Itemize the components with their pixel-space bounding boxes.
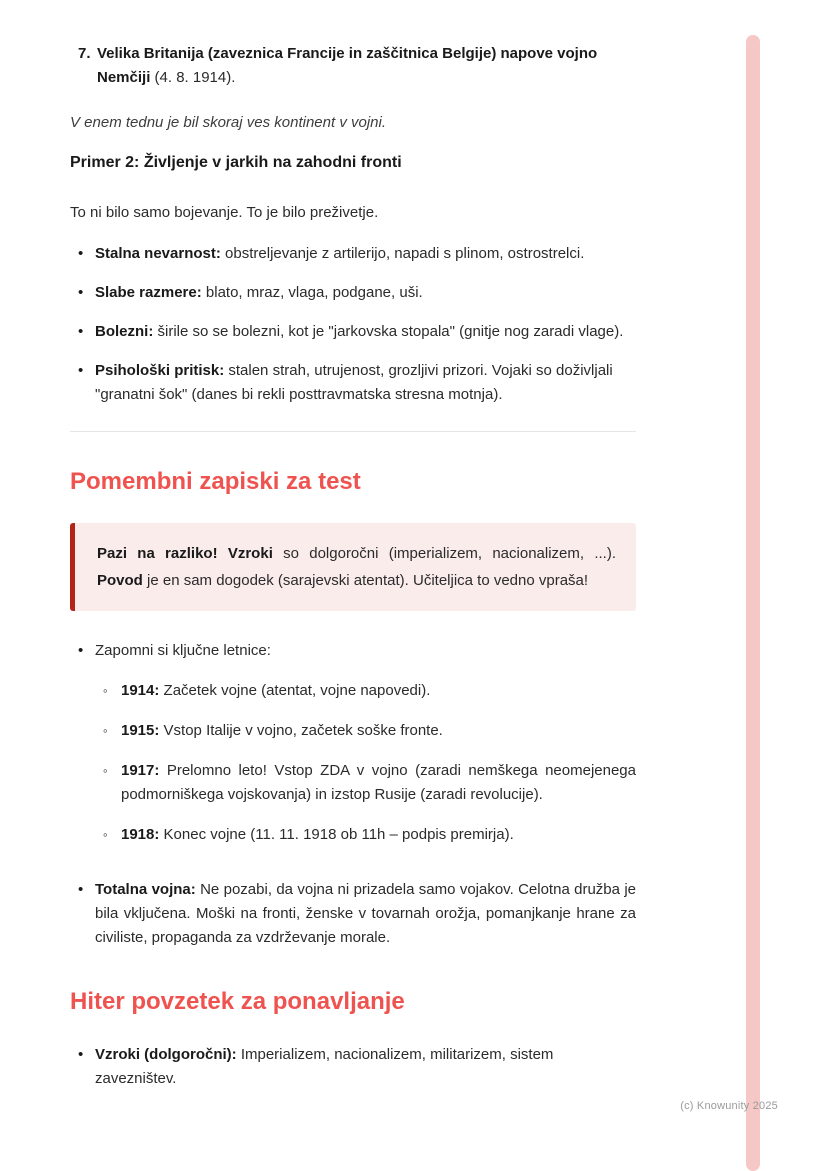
bold-text: 1914: bbox=[121, 682, 160, 699]
regular-text: Konec vojne (11. 11. 1918 ob 11h – podpis premirja). bbox=[159, 826, 514, 843]
list-item bbox=[78, 281, 636, 305]
callout-box bbox=[70, 523, 636, 611]
circle-bullet-icon: ◦ bbox=[103, 723, 108, 738]
bold-text: Psihološki pritisk: bbox=[95, 362, 225, 379]
list-item bbox=[78, 320, 636, 344]
page-edge-stripe bbox=[746, 35, 760, 1171]
bold-text: Slabe razmere: bbox=[95, 284, 202, 301]
regular-text: obstreljevanje z artilerijo, napadi s plinom, ostrostrelci. bbox=[220, 245, 585, 262]
section-divider bbox=[70, 431, 636, 432]
regular-text: Imperializem, nacionalizem, militarizem, sistem zavezništev. bbox=[95, 1046, 554, 1087]
circle-bullet-icon: ◦ bbox=[103, 683, 108, 698]
list-item-text bbox=[95, 359, 636, 407]
bullet-icon: • bbox=[78, 642, 84, 659]
list-item-text bbox=[95, 320, 636, 344]
bold-text: Stalna nevarnost: bbox=[95, 245, 221, 262]
bullet-icon: • bbox=[78, 881, 84, 898]
sub-list-item-text bbox=[121, 719, 636, 743]
list-item bbox=[78, 242, 636, 266]
bullet-icon: • bbox=[78, 362, 84, 379]
bold-text: 1918: bbox=[121, 826, 160, 843]
numbered-list-item-7 bbox=[70, 42, 636, 90]
list-item-text bbox=[95, 1043, 636, 1091]
notes-bullet-list bbox=[70, 639, 636, 950]
regular-text: je en sam dogodek (sarajevski atentat). Učiteljica to vedno vpraša! bbox=[142, 572, 589, 589]
bold-text: Velika Britanija (zaveznica Francije in zaščitnica Belgije) napove vojno Nemčiji bbox=[97, 45, 598, 86]
list-item-text bbox=[95, 878, 636, 950]
list-item-text bbox=[97, 42, 636, 90]
bold-text: Totalna vojna: bbox=[95, 881, 196, 898]
summary-bullet-list bbox=[70, 1043, 636, 1091]
list-item-text bbox=[95, 242, 636, 266]
list-item bbox=[78, 359, 636, 407]
bullet-icon: • bbox=[78, 245, 84, 262]
bold-text: Pazi na razliko! Vzroki bbox=[97, 545, 273, 562]
bold-text: Bolezni: bbox=[95, 323, 154, 340]
list-item-text bbox=[95, 281, 636, 305]
section-heading-notes: Pomembni zapiski za test bbox=[70, 468, 361, 495]
sub-list-item bbox=[103, 679, 636, 703]
sub-list-item bbox=[103, 759, 636, 807]
regular-text: Začetek vojne (atentat, vojne napovedi). bbox=[159, 682, 431, 699]
regular-text: (4. 8. 1914). bbox=[150, 69, 236, 86]
document-content bbox=[70, 42, 636, 1106]
regular-text: Prelomno leto! Vstop ZDA v vojno (zaradi nemškega neomejenega podmorniškega vojskovanja) in izstop Rusije (zaradi revolucije). bbox=[121, 762, 636, 803]
circle-bullet-icon: ◦ bbox=[103, 827, 108, 842]
callout-text bbox=[97, 540, 616, 594]
sub-list-item bbox=[103, 823, 636, 847]
regular-text: blato, mraz, vlaga, podgane, uši. bbox=[201, 284, 423, 301]
regular-text: širile so se bolezni, kot je "jarkovska stopala" (gnitje nog zaradi vlage). bbox=[153, 323, 624, 340]
bold-text: Vzroki (dolgoročni): bbox=[95, 1046, 237, 1063]
list-item-text: Zapomni si ključne letnice: bbox=[95, 642, 271, 659]
list-item bbox=[78, 1043, 636, 1091]
bullet-icon: • bbox=[78, 1046, 84, 1063]
intro-paragraph: To ni bilo samo bojevanje. To je bilo preživetje. bbox=[70, 204, 379, 221]
circle-bullet-icon: ◦ bbox=[103, 763, 108, 778]
regular-text: stalen strah, utrujenost, grozljivi prizori. Vojaki so doživljali "granatni šok" (danes bi rekli posttravmatska stresna motnja). bbox=[95, 362, 613, 403]
sub-list-item bbox=[103, 719, 636, 743]
regular-text: so dolgoročni (imperializem, nacionalizem, ...). bbox=[272, 545, 616, 562]
bold-text: 1917: bbox=[121, 762, 160, 779]
section-heading-summary: Hiter povzetek za ponavljanje bbox=[70, 988, 405, 1015]
bullet-icon: • bbox=[78, 284, 84, 301]
copyright-footer: (c) Knowunity 2025 bbox=[680, 1100, 778, 1112]
list-item-body bbox=[95, 639, 636, 863]
sub-list-item-text bbox=[121, 759, 636, 807]
bullet-icon: • bbox=[78, 323, 84, 340]
regular-text: Ne pozabi, da vojna ni prizadela samo vojakov. Celotna družba je bila vključena. Moški na fronti, ženske v tovarnah orožja, pomanjkanje hrane za civiliste, propaganda za vzdrževanje morale. bbox=[95, 881, 637, 946]
list-number: 7. bbox=[78, 45, 91, 62]
sub-list-item-text bbox=[121, 679, 636, 703]
year-sub-list bbox=[103, 679, 636, 847]
bold-text: Povod bbox=[97, 572, 143, 589]
example-heading: Primer 2: Življenje v jarkih na zahodni fronti bbox=[70, 154, 402, 171]
italic-note: V enem tednu je bil skoraj ves kontinent v vojni. bbox=[70, 114, 387, 131]
trench-bullet-list bbox=[70, 242, 636, 407]
sub-list-item-text bbox=[121, 823, 636, 847]
list-item bbox=[78, 639, 636, 863]
list-item bbox=[78, 878, 636, 950]
regular-text: Vstop Italije v vojno, začetek soške fronte. bbox=[159, 722, 443, 739]
bold-text: 1915: bbox=[121, 722, 160, 739]
